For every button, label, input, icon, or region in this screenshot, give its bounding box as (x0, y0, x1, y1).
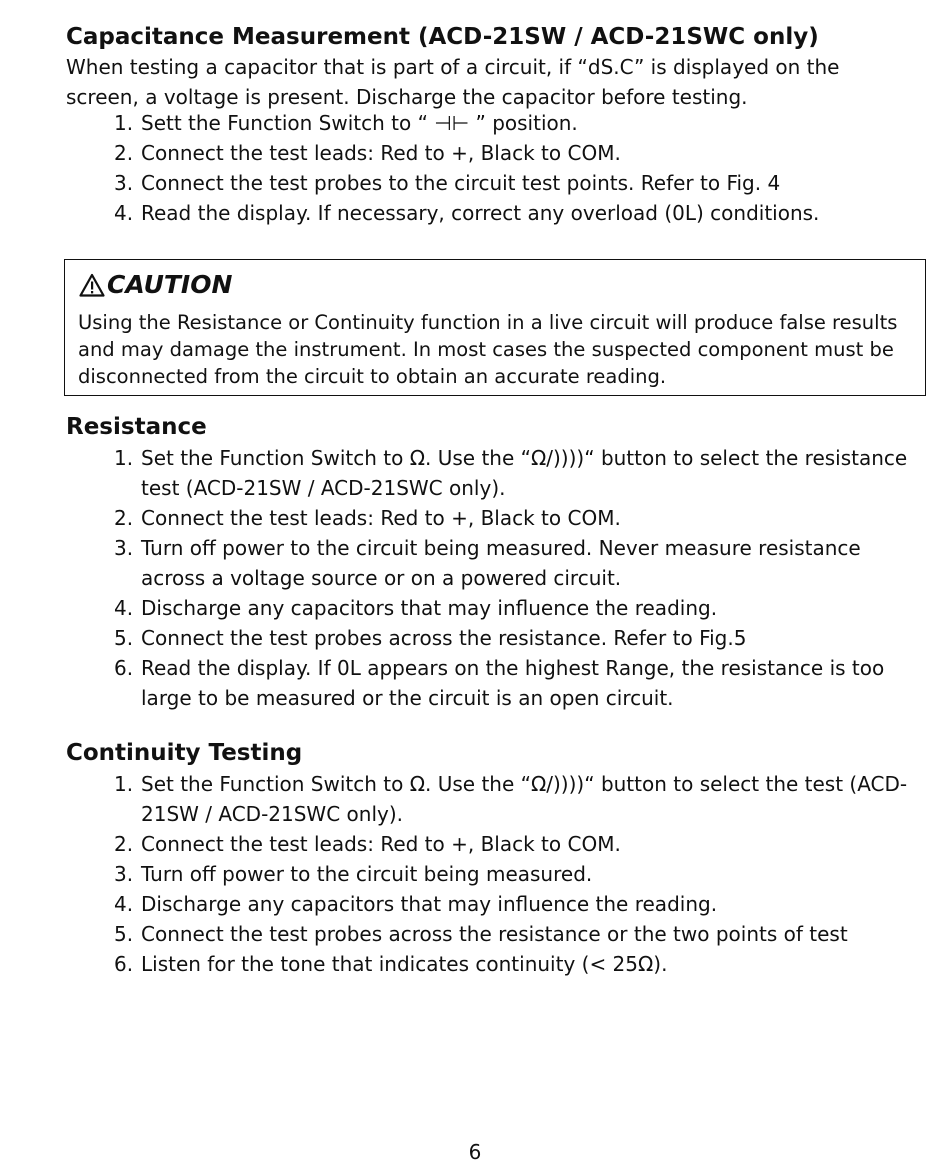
step-number: 3. (114, 862, 134, 886)
step-text: Connect the test probes across the resistance or the two points of test (141, 922, 848, 946)
page-number: 6 (468, 1140, 482, 1164)
step-text: Read the display. If necessary, correct any overload (0L) conditions. (141, 201, 820, 225)
step-text: Connect the test leads: Red to +, Black to COM. (141, 141, 621, 165)
list-item (66, 829, 916, 859)
list-item (66, 503, 916, 533)
caution-text: Using the Resistance or Continuity function in a live circuit will produce false results and may damage the instrument. In most cases the suspected component must be disconnected from the circuit to obtain an accurate reading. (78, 311, 898, 388)
caution-label: CAUTION (107, 270, 233, 299)
list-item (66, 198, 916, 228)
caution-box (64, 259, 926, 396)
step-number: 5. (114, 626, 134, 650)
step-text-after: ” position. (469, 111, 578, 135)
step-number: 2. (114, 506, 134, 530)
step-text: Turn off power to the circuit being measured. Never measure resistance across a voltage source or on a powered circuit. (141, 536, 861, 590)
warning-triangle-icon (79, 273, 105, 297)
list-item (66, 593, 916, 623)
caution-title (79, 268, 232, 302)
step-text: Connect the test leads: Red to +, Black to COM. (141, 506, 621, 530)
list-item (66, 653, 916, 713)
step-text: Discharge any capacitors that may influence the reading. (141, 892, 718, 916)
step-number: 4. (114, 892, 134, 916)
list-item (66, 108, 916, 138)
step-text: Connect the test leads: Red to +, Black to COM. (141, 832, 621, 856)
step-text-before: Sett the Function Switch to “ (141, 111, 435, 135)
ohm-continuity-icon: Ω/)))) (530, 772, 585, 796)
continuity-heading: Continuity Testing (66, 740, 303, 766)
step-text: Turn off power to the circuit being measured. (141, 862, 593, 886)
resistance-steps (66, 443, 916, 713)
step-text-before: Set the Function Switch to Ω. Use the “ (141, 772, 531, 796)
resistance-heading: Resistance (66, 414, 207, 440)
step-text: Read the display. If 0L appears on the highest Range, the resistance is too large to be measured or the circuit is an open circuit. (141, 656, 885, 710)
list-item (66, 889, 916, 919)
step-text-after: “ button to select the resistance test (ACD-21SW / ACD-21SWC only). (141, 446, 908, 500)
list-item (66, 949, 916, 979)
step-text: Discharge any capacitors that may influence the reading. (141, 596, 718, 620)
step-number: 5. (114, 922, 134, 946)
step-number: 3. (114, 171, 134, 195)
step-number: 2. (114, 832, 134, 856)
step-number: 2. (114, 141, 134, 165)
ohm-continuity-icon: Ω/)))) (530, 446, 585, 470)
list-item (66, 623, 916, 653)
list-item (66, 443, 916, 503)
step-number: 1. (114, 772, 134, 796)
step-number: 4. (114, 596, 134, 620)
list-item (66, 859, 916, 889)
step-number: 6. (114, 656, 134, 680)
list-item (66, 919, 916, 949)
step-text: Connect the test probes across the resistance. Refer to Fig.5 (141, 626, 747, 650)
list-item (66, 138, 916, 168)
list-item (66, 769, 916, 829)
step-number: 3. (114, 536, 134, 560)
list-item (66, 168, 916, 198)
list-item (66, 533, 916, 593)
step-number: 1. (114, 446, 134, 470)
step-number: 1. (114, 111, 134, 135)
step-number: 6. (114, 952, 134, 976)
step-text-after: “ button to select the test (ACD-21SW / ACD-21SWC only). (141, 772, 908, 826)
capacitance-steps (66, 108, 916, 228)
step-text: Listen for the tone that indicates continuity (< 25Ω). (141, 952, 668, 976)
step-text: Connect the test probes to the circuit test points. Refer to Fig. 4 (141, 171, 781, 195)
step-number: 4. (114, 201, 134, 225)
capacitance-heading: Capacitance Measurement (ACD-21SW / ACD-21SWC only) (66, 24, 819, 50)
capacitor-icon: ⊣⊢ (434, 111, 470, 135)
step-text-before: Set the Function Switch to Ω. Use the “ (141, 446, 531, 470)
capacitance-intro: When testing a capacitor that is part of a circuit, if “dS.C” is displayed on the screen, a voltage is present. Discharge the capacitor before testing. (66, 55, 840, 109)
continuity-steps (66, 769, 916, 979)
